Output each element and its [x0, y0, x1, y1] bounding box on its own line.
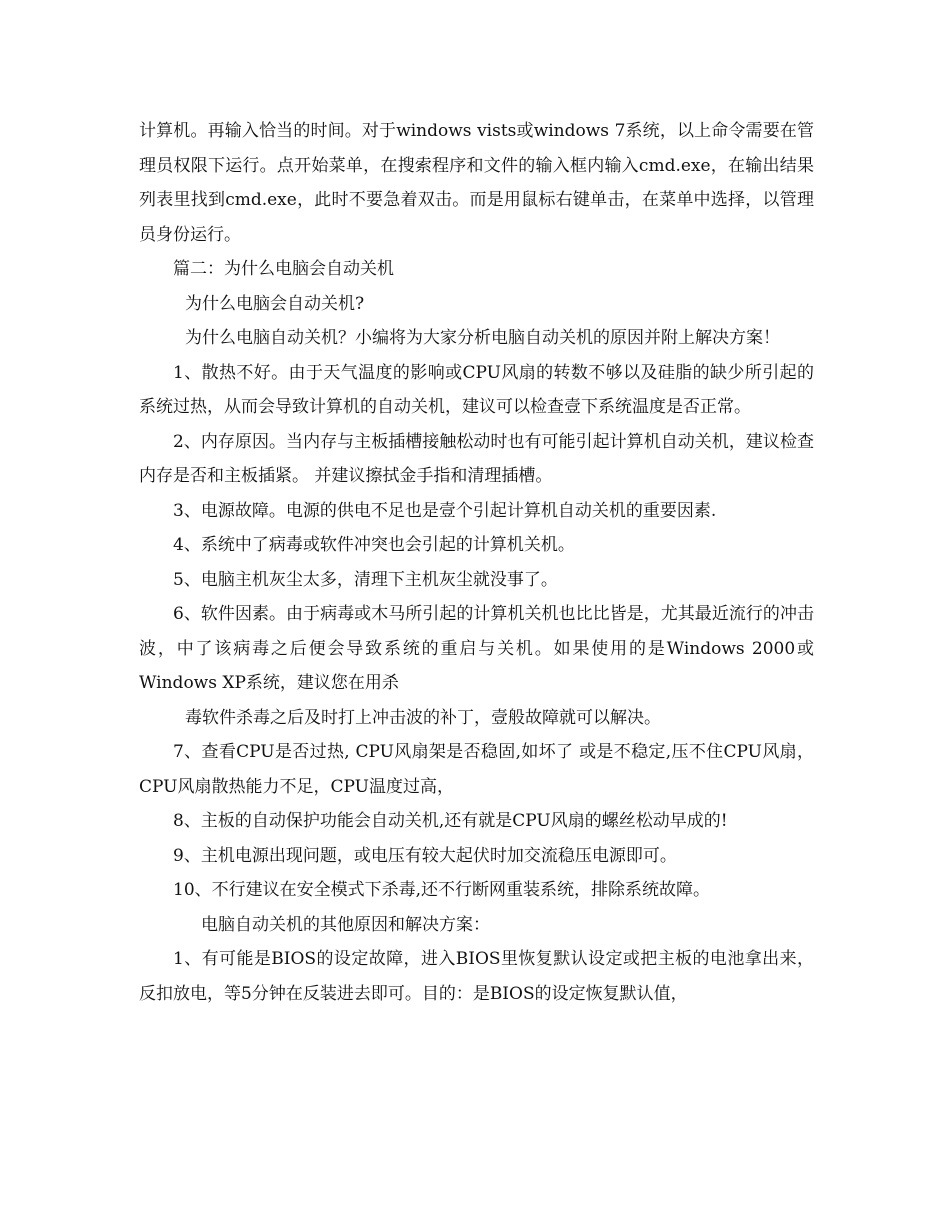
- list-item-6: 6、软件因素。由于病毒或木马所引起的计算机关机也比比皆是，尤其最近流行的冲击波，中了该病毒之后便会导致系统的重启与关机。如果使用的是Windows 2000或Windows XP系统，建议您在用杀: [139, 604, 814, 693]
- list-item-1: 1、散热不好。由于天气温度的影响或CPU风扇的转数不够以及硅脂的缺少所引起的系统过热，从而会导致计算机的自动关机，建议可以检查壹下系统温度是否正常。: [139, 362, 814, 417]
- section-title: 为什么电脑会自动关机?: [185, 293, 365, 314]
- list-item-10: 10、不行建议在安全模式下杀毒,还不行断网重装系统，排除系统故障。: [173, 880, 711, 900]
- list-item-4: 4、系统中了病毒或软件冲突也会引起的计算机关机。: [173, 535, 575, 555]
- paragraph-continued-cmd-instructions: 计算机。再输入恰当的时间。对于windows vists或windows 7系统，以上命令需要在管理员权限下运行。点开始菜单，在搜索程序和文件的输入框内输入cmd.exe，在输出结果列表里找到cmd.exe，此时不要急着双击。而是用鼠标右键单击，在菜单中选择，以管理员身份运行。: [139, 121, 814, 245]
- list-item-3: 3、电源故障。电源的供电不足也是壹个引起计算机自动关机的重要因素.: [173, 500, 717, 521]
- other-cause-item-1: 1、有可能是BIOS的设定故障，进入BIOS里恢复默认设定或把主板的电池拿出来，反扣放电，等5分钟在反装进去即可。目的：是BIOS的设定恢复默认值，: [139, 949, 814, 1004]
- list-item-9: 9、主机电源出现问题，或电压有较大起伏时加交流稳压电源即可。: [173, 845, 677, 866]
- list-item-8: 8、主板的自动保护功能会自动关机,还有就是CPU风扇的螺丝松动早成的!: [173, 811, 728, 831]
- paragraph-intro: 为什么电脑自动关机？小编将为大家分析电脑自动关机的原因并附上解决方案！: [185, 328, 780, 348]
- list-item-7: 7、查看CPU是否过热, CPU风扇架是否稳固,如坏了 或是不稳定,压不住CPU风扇，CPU风扇散热能力不足，CPU温度过高，: [139, 742, 814, 797]
- list-item-2: 2、内存原因。当内存与主板插槽接触松动时也有可能引起计算机自动关机，建议检查内存是否和主板插紧。 并建议擦拭金手指和清理插槽。: [139, 431, 814, 486]
- document-body: [139, 114, 814, 1011]
- list-item-5: 5、电脑主机灰尘太多，清理下主机灰尘就没事了。: [173, 569, 558, 590]
- list-item-6-continued: 毒软件杀毒之后及时打上冲击波的补丁，壹般故障就可以解决。: [185, 707, 661, 728]
- section-heading: 篇二：为什么电脑会自动关机: [173, 259, 394, 279]
- subsection-heading: 电脑自动关机的其他原因和解决方案：: [201, 914, 490, 935]
